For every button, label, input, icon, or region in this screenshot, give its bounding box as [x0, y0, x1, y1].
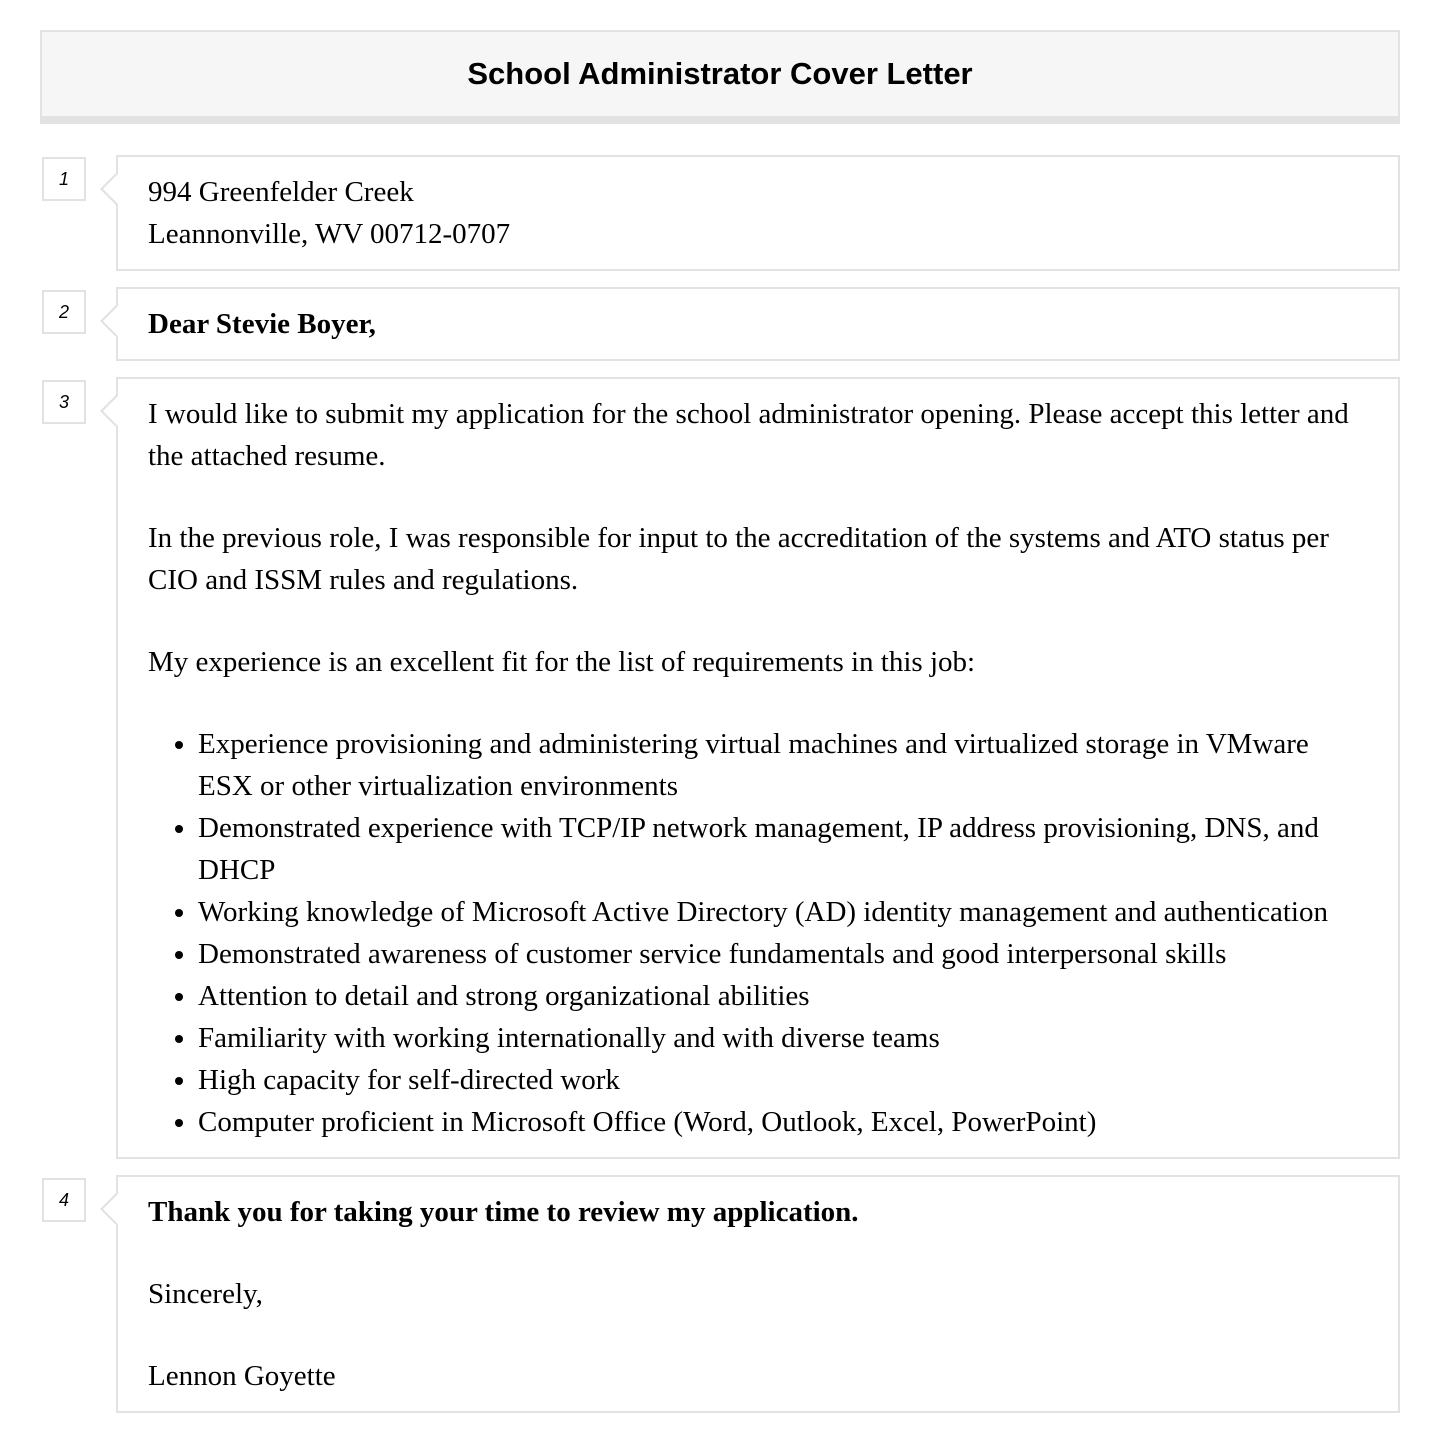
- list-item: • High capacity for self-directed work: [198, 1059, 1368, 1101]
- body-paragraph-2: In the previous role, I was responsible for input to the accreditation of the systems and ATO status per CIO and ISSM rules and regulations.: [148, 522, 1329, 596]
- title-bar: [40, 30, 1400, 124]
- body-card: [116, 377, 1400, 1159]
- body-paragraph-1: I would like to submit my application for the school administrator opening. Please accept this letter and the attached resume.: [148, 398, 1349, 472]
- page-title: School Administrator Cover Letter: [467, 56, 973, 91]
- list-item: • Working knowledge of Microsoft Active Directory (AD) identity management and authentication: [198, 891, 1368, 933]
- address-card: [116, 155, 1400, 271]
- greeting: Dear Stevie Boyer,: [148, 308, 376, 340]
- address-line-2: Leannonville, WV 00712-0707: [148, 218, 511, 250]
- greeting-card: [116, 287, 1400, 361]
- section-number-3: 3: [42, 380, 86, 424]
- thank-you-line: Thank you for taking your time to review my application.: [148, 1196, 859, 1228]
- section-number-4: 4: [42, 1178, 86, 1222]
- body-paragraph-3: My experience is an excellent fit for the list of requirements in this job:: [148, 646, 976, 678]
- requirements-list: [148, 723, 1368, 1143]
- address-line-1: 994 Greenfelder Creek: [148, 176, 414, 208]
- section-number-1: 1: [42, 157, 86, 201]
- list-item: • Attention to detail and strong organizational abilities: [198, 975, 1368, 1017]
- list-item: • Experience provisioning and administering virtual machines and virtualized storage in VMware ESX or other virtualization environments: [198, 723, 1368, 807]
- list-item: • Familiarity with working internationally and with diverse teams: [198, 1017, 1368, 1059]
- list-item: • Demonstrated awareness of customer service fundamentals and good interpersonal skills: [198, 933, 1368, 975]
- list-item: • Demonstrated experience with TCP/IP network management, IP address provisioning, DNS, and DHCP: [198, 807, 1368, 891]
- list-item: • Computer proficient in Microsoft Office (Word, Outlook, Excel, PowerPoint): [198, 1101, 1368, 1143]
- signature: Lennon Goyette: [148, 1360, 336, 1392]
- closing-line: Sincerely,: [148, 1278, 263, 1310]
- section-number-2: 2: [42, 290, 86, 334]
- closing-card: [116, 1175, 1400, 1413]
